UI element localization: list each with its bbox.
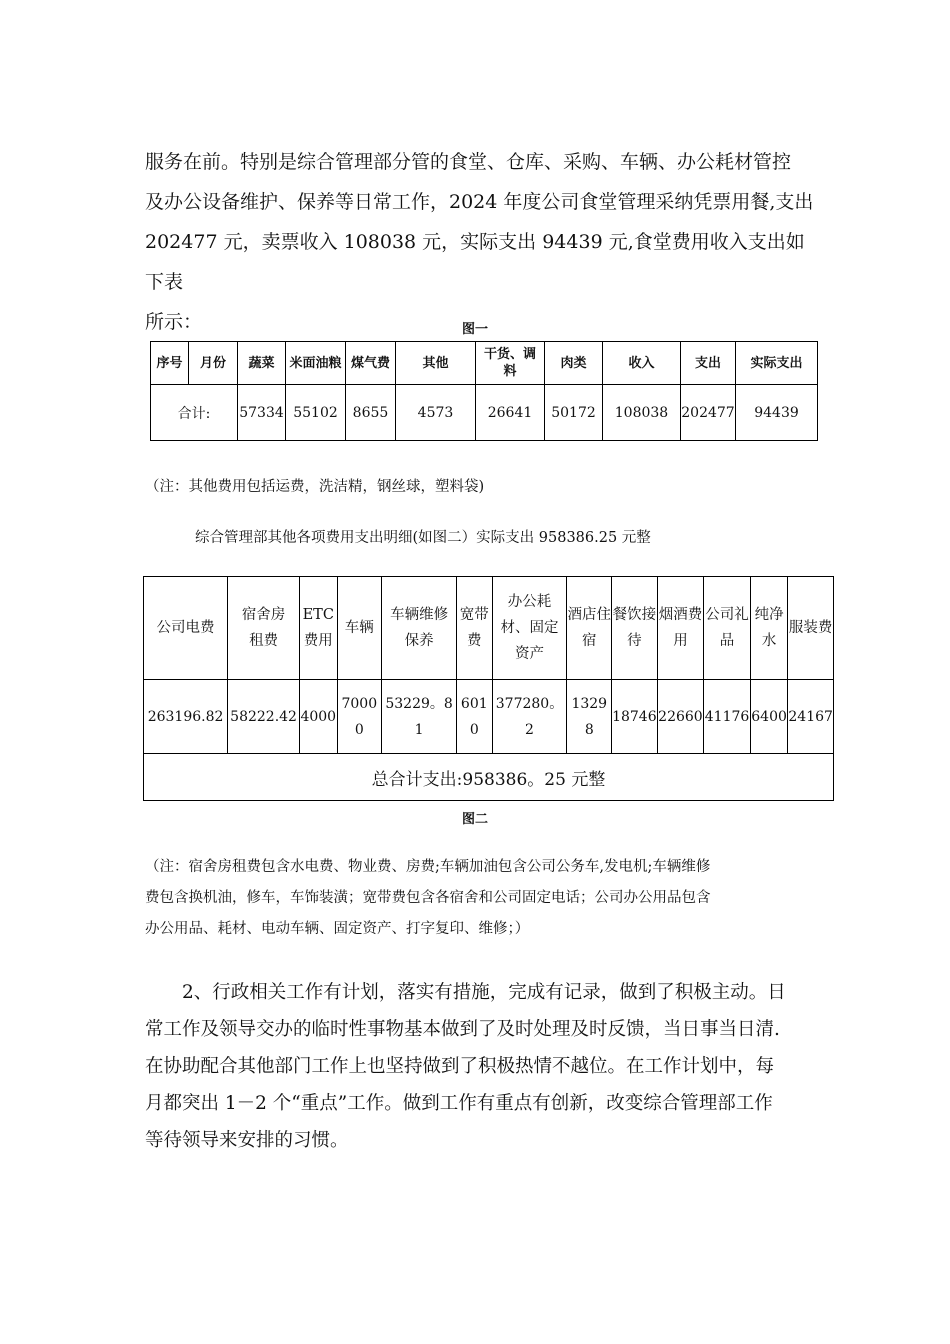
table-cell: 94439 — [736, 385, 818, 441]
table-cell: 70000 — [337, 680, 382, 754]
header-cell: 蔬菜 — [238, 342, 286, 385]
table-cell: 24167 — [788, 680, 834, 754]
header-cell: 酒店住宿 — [567, 577, 612, 680]
section-2-line-1: 2、行政相关工作有计划，落实有措施，完成有记录，做到了积极主动。日 — [182, 982, 786, 1003]
summary-row — [144, 754, 834, 801]
table-cell: 50172 — [545, 385, 603, 441]
figure2-intro: 综合管理部其他各项费用支出明细(如图二）实际支出 958386.25 元整 — [195, 530, 651, 546]
header-cell: 公司电费 — [144, 577, 228, 680]
table-cell: 57334 — [238, 385, 286, 441]
header-cell: 宽带费 — [457, 577, 492, 680]
other-expense-table — [143, 576, 834, 801]
header-cell: 序号 — [151, 342, 189, 385]
header-cell: 公司礼品 — [704, 577, 751, 680]
table-row — [144, 680, 834, 754]
header-cell: 其他 — [396, 342, 476, 385]
table-cell: 263196.82 — [144, 680, 228, 754]
intro-line-4: 所示： — [145, 311, 203, 333]
header-cell: 宿舍房租费 — [228, 577, 300, 680]
table-cell: 55102 — [286, 385, 346, 441]
header-cell: 车辆维修保养 — [382, 577, 457, 680]
table-cell: 6400 — [750, 680, 787, 754]
table-cell: 4000 — [300, 680, 337, 754]
figure1-caption: 图一 — [461, 322, 488, 337]
table-cell: 4573 — [396, 385, 476, 441]
canteen-expense-table — [150, 341, 818, 441]
table-header-row — [151, 342, 818, 385]
intro-line-2: 及办公设备维护、保养等日常工作，2024 年度公司食堂管理采纳凭票用餐,支出 — [145, 191, 814, 213]
table-cell: 6010 — [457, 680, 492, 754]
table-cell: 377280。2 — [492, 680, 567, 754]
section-2-line-4: 月都突出 1－2 个“重点”工作。做到工作有重点有创新，改变综合管理部工作 — [145, 1093, 773, 1114]
table-cell: 13298 — [567, 680, 612, 754]
table-cell: 41176 — [704, 680, 751, 754]
summary-cell: 总合计支出:958386。25 元整 — [144, 754, 834, 801]
header-cell: 干货、调料 — [476, 342, 545, 385]
table-cell: 53229。81 — [382, 680, 457, 754]
total-label: 合计: — [151, 385, 238, 441]
header-cell: 煤气费 — [346, 342, 396, 385]
table-cell: 22660 — [657, 680, 704, 754]
header-cell: 服装费 — [788, 577, 834, 680]
header-cell: 支出 — [681, 342, 736, 385]
table-cell: 26641 — [476, 385, 545, 441]
section-2-line-5: 等待领导来安排的习惯。 — [145, 1130, 349, 1151]
section-2-line-2: 常工作及领导交办的临时性事物基本做到了及时处理及时反馈，当日事当日清. — [145, 1019, 780, 1040]
table-cell: 58222.42 — [228, 680, 300, 754]
header-cell: 车辆 — [337, 577, 382, 680]
header-cell: 餐饮接待 — [612, 577, 658, 680]
header-cell: ETC费用 — [300, 577, 337, 680]
note-2-line-2: 费包含换机油，修车，车饰装潢；宽带费包含各宿舍和公司固定电话；公司办公用品包含 — [145, 890, 711, 906]
header-cell: 纯净水 — [750, 577, 787, 680]
table-cell: 202477 — [681, 385, 736, 441]
intro-line-3: 202477 元，卖票收入 108038 元，实际支出 94439 元,食堂费用收入支出如下表 — [145, 231, 805, 293]
header-cell: 办公耗材、固定资产 — [492, 577, 567, 680]
table-header-row — [144, 577, 834, 680]
header-cell: 实际支出 — [736, 342, 818, 385]
section-2-line-3: 在协助配合其他部门工作上也坚持做到了积极热情不越位。在工作计划中，每 — [145, 1056, 775, 1077]
table-cell: 8655 — [346, 385, 396, 441]
note-2 — [145, 852, 825, 945]
section-2-paragraph — [145, 974, 825, 1159]
table-cell: 18746 — [612, 680, 658, 754]
intro-line-1: 服务在前。特别是综合管理部分管的食堂、仓库、采购、车辆、办公耗材管控 — [145, 151, 792, 173]
intro-paragraph — [145, 142, 815, 342]
figure2-caption: 图二 — [461, 812, 488, 827]
header-cell: 米面油粮 — [286, 342, 346, 385]
header-cell: 肉类 — [545, 342, 603, 385]
note-2-line-3: 办公用品、耗材、电动车辆、固定资产、打字复印、维修；） — [145, 921, 530, 937]
table-cell: 108038 — [603, 385, 681, 441]
header-cell: 烟酒费用 — [657, 577, 704, 680]
header-cell: 收入 — [603, 342, 681, 385]
total-row — [151, 385, 818, 441]
header-cell: 月份 — [189, 342, 238, 385]
note-2-line-1: （注：宿舍房租费包含水电费、物业费、房费;车辆加油包含公司公务车,发电机;车辆维修 — [145, 859, 711, 875]
note-1: （注：其他费用包括运费，洗洁精，钢丝球，塑料袋) — [145, 479, 485, 495]
